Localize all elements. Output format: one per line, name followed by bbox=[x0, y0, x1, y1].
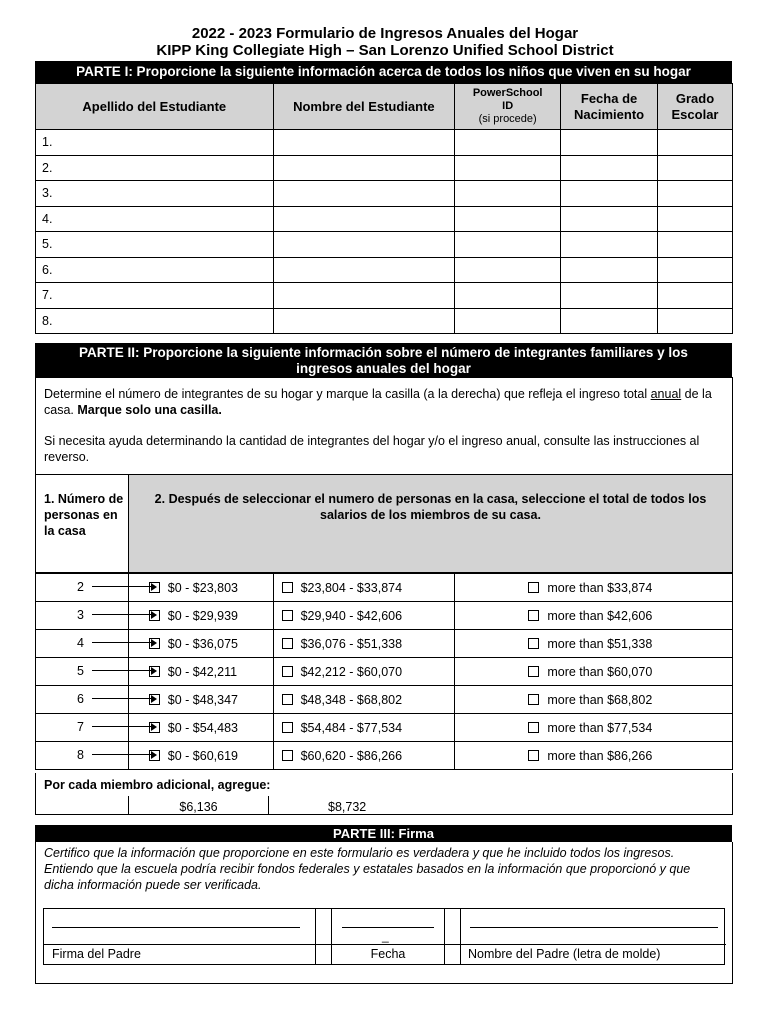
income-mid-label: $36,076 - $51,338 bbox=[300, 636, 403, 651]
income-mid-label: $42,212 - $60,070 bbox=[300, 664, 403, 679]
ps-id-line2: ID bbox=[502, 100, 514, 112]
cell-first-name[interactable] bbox=[273, 283, 455, 309]
cell-birth-date[interactable] bbox=[561, 155, 658, 181]
income-mid-cell bbox=[273, 658, 455, 686]
income-table bbox=[35, 573, 733, 770]
arrow-icon bbox=[92, 586, 155, 587]
part2-instructions bbox=[35, 377, 733, 474]
household-size: 8 bbox=[77, 748, 84, 762]
instruction-bold: Marque solo una casilla. bbox=[77, 403, 222, 417]
date-line[interactable] bbox=[342, 927, 434, 928]
income-low-label: $0 - $48,347 bbox=[167, 692, 238, 707]
checkbox-icon[interactable] bbox=[528, 750, 539, 761]
form-title: 2022 - 2023 Formulario de Ingresos Anuales del Hogar bbox=[191, 25, 579, 42]
cell-first-name[interactable] bbox=[273, 181, 455, 207]
income-high-cell bbox=[455, 686, 733, 714]
date-label: Fecha bbox=[370, 947, 406, 961]
col-grade bbox=[658, 84, 733, 130]
income-row bbox=[36, 714, 733, 742]
additional-member-box bbox=[35, 773, 733, 815]
student-row bbox=[36, 130, 733, 156]
cell-grade[interactable] bbox=[658, 206, 733, 232]
income-row bbox=[36, 630, 733, 658]
arrow-icon bbox=[92, 726, 155, 727]
income-high-label: more than $86,266 bbox=[547, 748, 653, 763]
student-table bbox=[35, 83, 733, 334]
col-birth-date bbox=[561, 84, 658, 130]
part2-header-bar bbox=[35, 343, 732, 377]
income-mid-label: $48,348 - $68,802 bbox=[300, 692, 403, 707]
cell-powerschool-id[interactable] bbox=[455, 283, 561, 309]
income-high-cell bbox=[455, 630, 733, 658]
cell-last-name[interactable]: 7. bbox=[36, 283, 274, 309]
ps-id-line1: PowerSchool bbox=[472, 87, 543, 99]
col-powerschool-id bbox=[455, 84, 561, 130]
cell-last-name[interactable]: 6. bbox=[36, 257, 274, 283]
income-low-label: $0 - $42,211 bbox=[167, 664, 238, 679]
dob-line2: Nacimiento bbox=[574, 106, 645, 122]
income-mid-label: $60,620 - $86,266 bbox=[300, 748, 403, 763]
income-row bbox=[36, 602, 733, 630]
arrow-icon bbox=[92, 614, 155, 615]
cell-first-name[interactable] bbox=[273, 155, 455, 181]
cell-grade[interactable] bbox=[658, 308, 733, 334]
household-size: 5 bbox=[77, 664, 84, 678]
additional-mid-value: $8,732 bbox=[328, 800, 367, 814]
student-row bbox=[36, 206, 733, 232]
grade-line1: Grado bbox=[675, 90, 715, 106]
income-row bbox=[36, 574, 733, 602]
cell-first-name[interactable] bbox=[273, 257, 455, 283]
income-high-label: more than $77,534 bbox=[547, 720, 653, 735]
income-high-label: more than $51,338 bbox=[547, 636, 653, 651]
sig-label-rule bbox=[44, 944, 726, 945]
cell-last-name[interactable]: 2. bbox=[36, 155, 274, 181]
cell-birth-date[interactable] bbox=[561, 181, 658, 207]
sig-divider-1 bbox=[315, 909, 316, 964]
income-low-label: $0 - $54,483 bbox=[167, 720, 238, 735]
income-high-cell bbox=[455, 714, 733, 742]
checkbox-icon[interactable] bbox=[282, 666, 293, 677]
parent-name-label: Nombre del Padre (letra de molde) bbox=[468, 947, 661, 961]
income-high-cell bbox=[455, 742, 733, 770]
income-low-label: $0 - $36,075 bbox=[167, 636, 238, 651]
instruction-1a: Determine el número de integrantes de su hogar y marque la casilla (a la derecha) que refleja el ingreso total bbox=[44, 387, 648, 401]
cell-first-name[interactable] bbox=[273, 130, 455, 156]
cell-last-name[interactable]: 3. bbox=[36, 181, 274, 207]
cell-powerschool-id[interactable] bbox=[455, 181, 561, 207]
cell-grade[interactable] bbox=[658, 283, 733, 309]
income-mid-label: $54,484 - $77,534 bbox=[300, 720, 403, 735]
cell-grade[interactable] bbox=[658, 155, 733, 181]
part3-box bbox=[35, 842, 733, 984]
income-high-cell bbox=[455, 574, 733, 602]
cell-birth-date[interactable] bbox=[561, 206, 658, 232]
cell-powerschool-id[interactable] bbox=[455, 257, 561, 283]
household-size-cell bbox=[36, 714, 129, 742]
income-high-label: more than $33,874 bbox=[547, 580, 653, 595]
cell-birth-date[interactable] bbox=[561, 232, 658, 258]
cell-last-name[interactable]: 8. bbox=[36, 308, 274, 334]
cell-powerschool-id[interactable] bbox=[455, 308, 561, 334]
ps-id-line3: (si procede) bbox=[478, 113, 537, 125]
cell-first-name[interactable] bbox=[273, 308, 455, 334]
household-size-cell bbox=[36, 742, 129, 770]
cell-first-name[interactable] bbox=[273, 206, 455, 232]
col-last-name: Apellido del Estudiante bbox=[36, 84, 274, 130]
divider-2 bbox=[268, 796, 269, 815]
income-low-label: $0 - $60,619 bbox=[167, 748, 238, 763]
income-high-label: more than $60,070 bbox=[547, 664, 653, 679]
household-size-cell bbox=[36, 630, 129, 658]
household-size: 2 bbox=[77, 580, 84, 594]
sig-divider-4 bbox=[460, 909, 461, 964]
checkbox-icon[interactable] bbox=[282, 694, 293, 705]
certification-text: Certifico que la información que proporcione en este formulario es verdadera y que he incluido todos los ingresos. Entiendo que la escuela podría recibir fondos federales y estatales basados en la información que proporcionó y que dicha información puede ser verificada. bbox=[44, 846, 691, 892]
income-low-label: $0 - $29,939 bbox=[167, 608, 238, 623]
household-size-cell bbox=[36, 658, 129, 686]
checkbox-icon[interactable] bbox=[282, 722, 293, 733]
grade-line2: Escolar bbox=[671, 106, 719, 122]
student-row bbox=[36, 232, 733, 258]
income-mid-cell bbox=[273, 602, 455, 630]
household-size-cell bbox=[36, 574, 129, 602]
household-size: 6 bbox=[77, 692, 84, 706]
checkbox-icon[interactable] bbox=[282, 610, 293, 621]
income-header-table bbox=[35, 474, 733, 573]
arrow-icon bbox=[92, 698, 155, 699]
additional-low-value: $6,136 bbox=[179, 800, 218, 814]
income-row bbox=[36, 658, 733, 686]
col-income-range: 2. Después de seleccionar el numero de personas en la casa, seleccione el total de todos los salarios de los miembros de su casa. bbox=[128, 475, 732, 573]
income-mid-cell bbox=[273, 742, 455, 770]
checkbox-icon[interactable] bbox=[528, 666, 539, 677]
cell-powerschool-id[interactable] bbox=[455, 206, 561, 232]
instruction-2: Si necesita ayuda determinando la cantidad de integrantes del hogar y/o el ingreso anual, consulte las instrucciones al reverso. bbox=[44, 434, 700, 464]
part3-header-bar: PARTE III: Firma bbox=[35, 825, 732, 842]
student-row bbox=[36, 257, 733, 283]
parent-signature-label: Firma del Padre bbox=[52, 947, 141, 961]
cell-birth-date[interactable] bbox=[561, 257, 658, 283]
parent-signature-line[interactable] bbox=[52, 927, 300, 928]
cell-last-name[interactable]: 1. bbox=[36, 130, 274, 156]
income-high-cell bbox=[455, 602, 733, 630]
checkbox-icon[interactable] bbox=[528, 722, 539, 733]
student-row bbox=[36, 155, 733, 181]
cell-powerschool-id[interactable] bbox=[455, 155, 561, 181]
part2-bar-line2: ingresos anuales del hogar bbox=[296, 361, 471, 376]
part2-bar-line1: PARTE II: Proporcione la siguiente información sobre el número de integrantes familiares y los bbox=[79, 345, 688, 360]
cell-grade[interactable] bbox=[658, 257, 733, 283]
household-size: 4 bbox=[77, 636, 84, 650]
household-size: 3 bbox=[77, 608, 84, 622]
checkbox-icon[interactable] bbox=[528, 582, 539, 593]
instruction-1b: de la casa. bbox=[44, 387, 712, 417]
income-high-label: more than $68,802 bbox=[547, 692, 653, 707]
checkbox-icon[interactable] bbox=[528, 694, 539, 705]
col-first-name: Nombre del Estudiante bbox=[273, 84, 455, 130]
checkbox-icon[interactable] bbox=[282, 582, 293, 593]
income-mid-cell bbox=[273, 630, 455, 658]
income-mid-label: $29,940 - $42,606 bbox=[300, 608, 403, 623]
income-mid-cell bbox=[273, 686, 455, 714]
household-size: 7 bbox=[77, 720, 84, 734]
cell-birth-date[interactable] bbox=[561, 308, 658, 334]
household-size-cell bbox=[36, 686, 129, 714]
checkbox-icon[interactable] bbox=[528, 610, 539, 621]
cell-grade[interactable] bbox=[658, 232, 733, 258]
arrow-icon bbox=[92, 642, 155, 643]
income-high-label: more than $42,606 bbox=[547, 608, 653, 623]
cell-powerschool-id[interactable] bbox=[455, 232, 561, 258]
checkbox-icon[interactable] bbox=[282, 638, 293, 649]
dob-line1: Fecha de bbox=[580, 90, 638, 106]
sig-divider-3 bbox=[444, 909, 445, 964]
cell-birth-date[interactable] bbox=[561, 283, 658, 309]
checkbox-icon[interactable] bbox=[528, 638, 539, 649]
student-row bbox=[36, 308, 733, 334]
additional-member-label: Por cada miembro adicional, agregue: bbox=[44, 778, 271, 792]
income-mid-cell bbox=[273, 714, 455, 742]
cell-powerschool-id[interactable] bbox=[455, 130, 561, 156]
student-row bbox=[36, 181, 733, 207]
income-row bbox=[36, 742, 733, 770]
income-mid-label: $23,804 - $33,874 bbox=[300, 580, 403, 595]
income-mid-cell bbox=[273, 574, 455, 602]
cell-grade[interactable] bbox=[658, 130, 733, 156]
cell-grade[interactable] bbox=[658, 181, 733, 207]
student-row bbox=[36, 283, 733, 309]
cell-last-name[interactable]: 4. bbox=[36, 206, 274, 232]
arrow-icon bbox=[92, 754, 155, 755]
instruction-anual: anual bbox=[650, 387, 682, 401]
form-subtitle: KIPP King Collegiate High – San Lorenzo Unified School District bbox=[156, 42, 614, 59]
arrow-icon bbox=[92, 670, 155, 671]
part1-header-bar: PARTE I: Proporcione la siguiente información acerca de todos los niños que viven en su hogar bbox=[35, 61, 732, 83]
income-row bbox=[36, 686, 733, 714]
parent-name-line[interactable] bbox=[470, 927, 718, 928]
income-high-cell bbox=[455, 658, 733, 686]
instruction-1 bbox=[44, 386, 724, 418]
cell-birth-date[interactable] bbox=[561, 130, 658, 156]
cell-first-name[interactable] bbox=[273, 232, 455, 258]
cell-last-name[interactable]: 5. bbox=[36, 232, 274, 258]
household-size-cell bbox=[36, 602, 129, 630]
col-household-size: 1. Número de personas en la casa bbox=[36, 475, 129, 573]
income-low-label: $0 - $23,803 bbox=[167, 580, 238, 595]
checkbox-icon[interactable] bbox=[282, 750, 293, 761]
signature-grid bbox=[43, 908, 725, 965]
date-mark: _ bbox=[382, 929, 389, 943]
